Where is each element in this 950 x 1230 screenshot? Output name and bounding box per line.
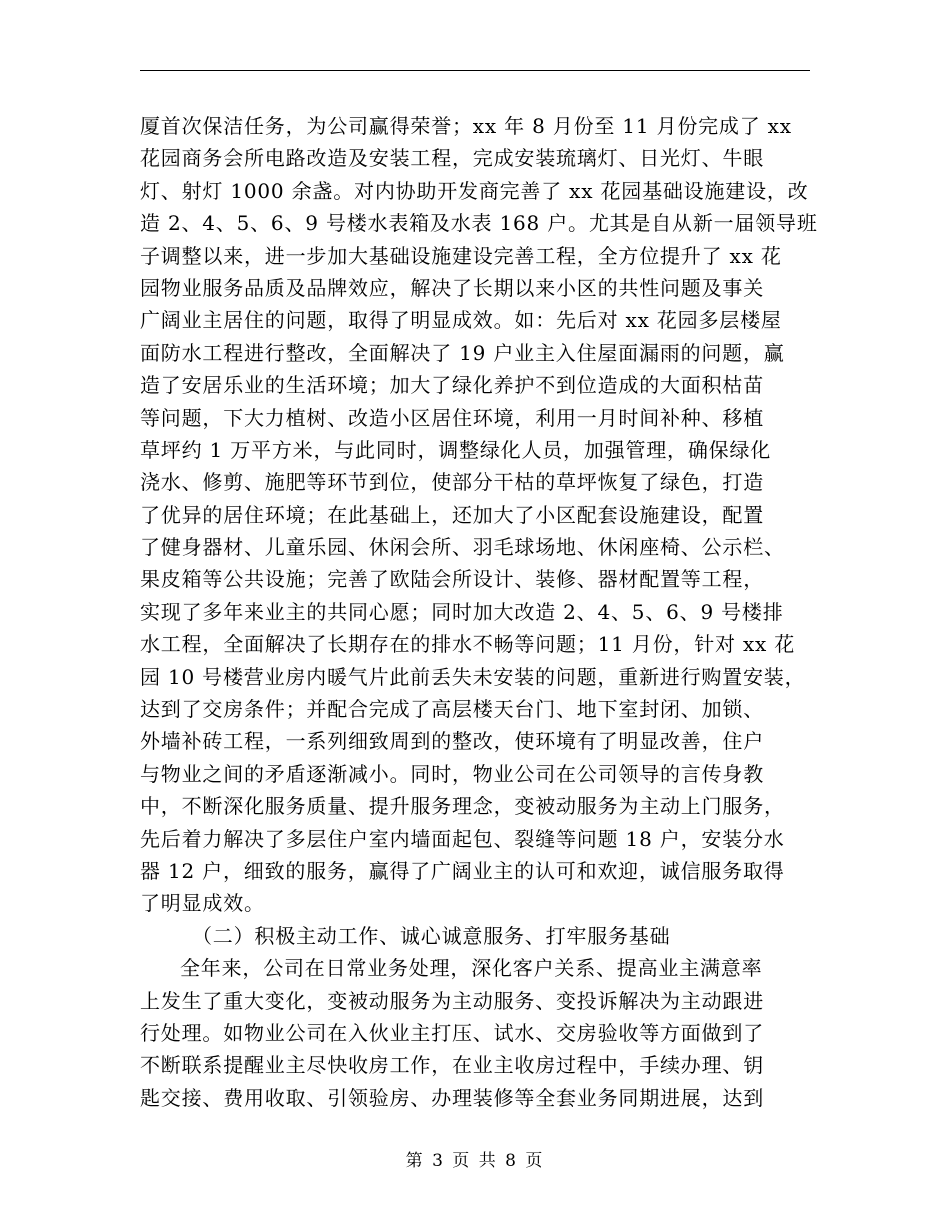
text-line: 上发生了重大变化，变被动服务为主动服务、变投诉解决为主动跟进 <box>140 988 764 1013</box>
text-line: 造 2、4、5、6、9 号楼水表箱及水表 168 户。尤其是自从新一届领导班 <box>140 211 818 236</box>
text-line: 果皮箱等公共设施；完善了欧陆会所设计、装修、器材配置等工程， <box>140 567 764 592</box>
text-line: 达到了交房条件；并配合完成了高层楼天台门、地下室封闭、加锁、 <box>140 697 764 722</box>
text-line: 外墙补砖工程，一系列细致周到的整改，使环境有了明显改善，住户 <box>140 729 764 754</box>
text-line: 园物业服务品质及品牌效应，解决了长期以来小区的共性问题及事关 <box>140 275 764 300</box>
text-line: 实现了多年来业主的共同心愿；同时加大改造 2、4、5、6、9 号楼排 <box>140 599 784 624</box>
text-line: 了明显成效。 <box>140 891 265 916</box>
section-heading: （二）积极主动工作、诚心诚意服务、打牢服务基础 <box>192 923 671 948</box>
text-line: 与物业之间的矛盾逐渐减小。同时，物业公司在公司领导的言传身教 <box>140 761 764 786</box>
text-line: 等问题，下大力植树、改造小区居住环境，利用一月时间补种、移植 <box>140 405 764 430</box>
text-line: 了优异的居住环境；在此基础上，还加大了小区配套设施建设，配置 <box>140 502 764 527</box>
text-line: 全年来，公司在日常业务处理，深化客户关系、提高业主满意率 <box>180 956 763 981</box>
text-line: 花园商务会所电路改造及安装工程，完成安装琉璃灯、日光灯、牛眼 <box>140 146 764 171</box>
text-line: 了健身器材、儿童乐园、休闲会所、羽毛球场地、休闲座椅、公示栏、 <box>140 535 785 560</box>
text-line: 不断联系提醒业主尽快收房工作，在业主收房过程中，手续办理、钥 <box>140 1053 764 1078</box>
text-line: 草坪约 1 万平方米，与此同时，调整绿化人员，加强管理，确保绿化 <box>140 437 772 462</box>
text-line: 广阔业主居住的问题，取得了明显成效。如：先后对 xx 花园多层楼屋 <box>140 308 782 333</box>
text-line: 子调整以来，进一步加大基础设施建设完善工程，全方位提升了 xx 花 <box>140 243 782 268</box>
text-line: 浇水、修剪、施肥等环节到位，使部分干枯的草坪恢复了绿色，打造 <box>140 470 764 495</box>
text-line: 匙交接、费用收取、引领验房、办理装修等全套业务同期进展，达到 <box>140 1085 764 1110</box>
page-number-footer: 第 3 页 共 8 页 <box>405 1151 545 1171</box>
text-line: 灯、射灯 1000 余盏。对内协助开发商完善了 xx 花园基础设施建设，改 <box>140 178 809 203</box>
text-line: 先后着力解决了多层住户室内墙面起包、裂缝等问题 18 户，安装分水 <box>140 826 785 851</box>
text-line: 行处理。如物业公司在入伙业主打压、试水、交房验收等方面做到了 <box>140 1020 764 1045</box>
text-line: 造了安居乐业的生活环境；加大了绿化养护不到位造成的大面积枯苗 <box>140 373 764 398</box>
text-line: 园 10 号楼营业房内暖气片此前丢失未安装的问题，重新进行购置安装， <box>140 664 806 689</box>
text-line: 面防水工程进行整改，全面解决了 19 户业主入住屋面漏雨的问题，赢 <box>140 340 785 365</box>
header-rule <box>140 70 810 71</box>
text-line: 中，不断深化服务质量、提升服务理念，变被动服务为主动上门服务， <box>140 794 785 819</box>
document-body <box>140 110 820 1114</box>
text-line: 器 12 户，细致的服务，赢得了广阔业主的认可和欢迎，诚信服务取得 <box>140 858 785 883</box>
text-line: 厦首次保洁任务，为公司赢得荣誉；xx 年 8 月份至 11 月份完成了 xx <box>140 114 792 138</box>
text-line: 水工程，全面解决了长期存在的排水不畅等问题；11 月份，针对 xx 花 <box>140 632 796 657</box>
